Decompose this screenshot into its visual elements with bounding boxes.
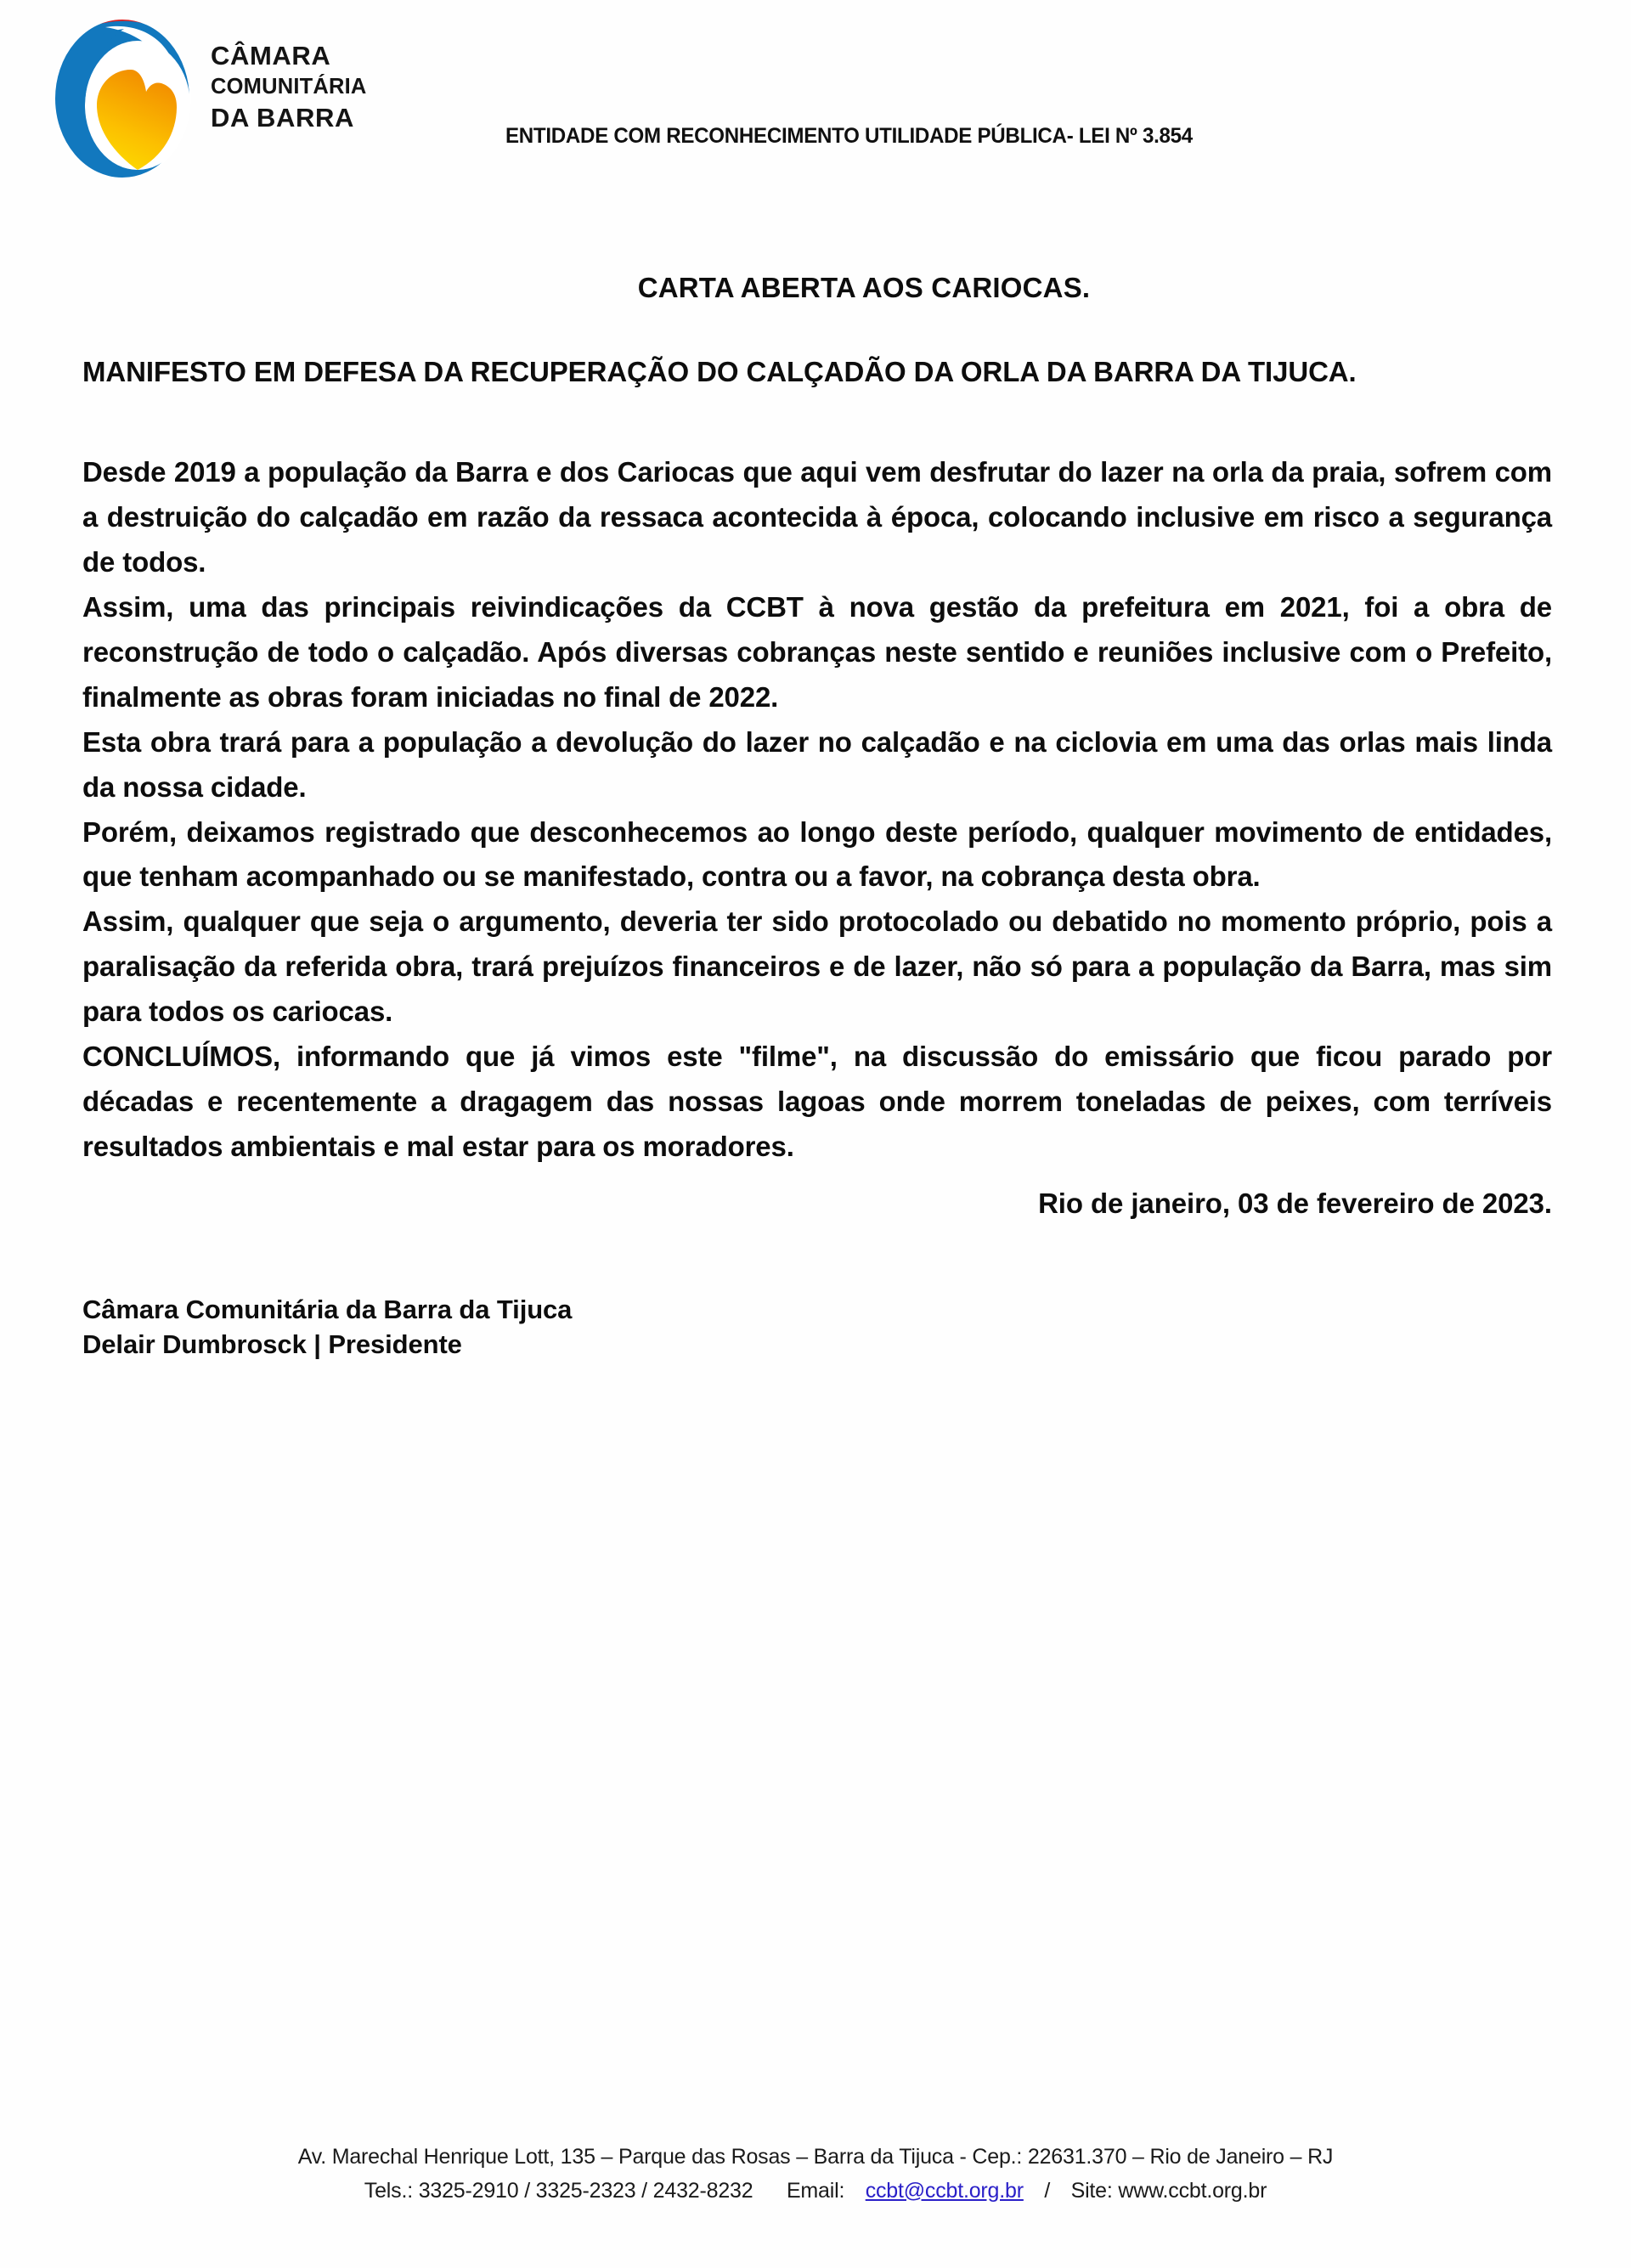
brand-line-da-barra: DA BARRA xyxy=(211,103,354,133)
footer-site: Site: www.ccbt.org.br xyxy=(1070,2178,1267,2203)
signature-organization: Câmara Comunitária da Barra da Tijuca xyxy=(82,1295,573,1325)
footer-email-link[interactable]: ccbt@ccbt.org.br xyxy=(865,2178,1024,2203)
letterhead xyxy=(0,15,1631,185)
signature-signer: Delair Dumbrosck | Presidente xyxy=(82,1329,462,1359)
paragraph-4: Porém, deixamos registrado que desconhecemos ao longo deste período, qualquer movimento de entidades, que tenham acompanhado ou se manifestado, contra ou a favor, na cobrança desta obra. xyxy=(82,815,1552,893)
date-location-line: Rio de janeiro, 03 de fevereiro de 2023. xyxy=(1038,1188,1552,1220)
paragraph-1: Desde 2019 a população da Barra e dos Cariocas que aqui vem desfrutar do lazer na orla da praia, sofrem com a destruição do calçadão em razão da ressaca acontecida à época, colocando inclusive em risco a segurança de todos. xyxy=(82,455,1552,578)
paragraph-6: CONCLUÍMOS, informando que já vimos este "filme", na discussão do emissário que ficou parado por décadas e recentemente a dragagem das nossas lagoas onde morrem toneladas de peixes, com terríveis resultados ambientais e mal estar para os moradores. xyxy=(82,1041,1552,1163)
organization-logo-block xyxy=(49,15,423,185)
signature-block xyxy=(82,1293,1552,1362)
brand-line-camara: CÂMARA xyxy=(211,41,331,71)
footer-email-label: Email: xyxy=(786,2178,845,2203)
ccbt-logo-icon xyxy=(49,17,202,180)
paragraph-2: Assim, uma das principais reivindicações da CCBT à nova gestão da prefeitura em 2021, foi a obra de reconstrução de todo o calçadão. Após diversas cobranças neste sentido e reuniões inclusive com o Prefeito, finalmente as obras foram iniciadas no final de 2022. xyxy=(82,590,1552,713)
paragraph-5: Assim, qualquer que seja o argumento, deveria ter sido protocolado ou debatido no momento próprio, pois a paralisação da referida obra, trará prejuízos financeiros e de lazer, não só para a população da Barra, mas sim para todos os cariocas. xyxy=(82,906,1552,1028)
footer xyxy=(0,2141,1631,2208)
page-title: CARTA ABERTA AOS CARIOCAS. xyxy=(637,272,1091,303)
brand-wordmark xyxy=(211,39,423,136)
public-utility-recognition-text: ENTIDADE COM RECONHECIMENTO UTILIDADE PÚBLICA- LEI Nº 3.854 xyxy=(505,124,1193,148)
footer-address: Av. Marechal Henrique Lott, 135 – Parque das Rosas – Barra da Tijuca - Cep.: 22631.370 – Rio de Janeiro – RJ xyxy=(297,2145,1334,2169)
brand-line-comunitaria: COMUNITÁRIA xyxy=(211,75,367,99)
manifesto-heading: MANIFESTO EM DEFESA DA RECUPERAÇÃO DO CALÇADÃO DA ORLA DA BARRA DA TIJUCA. xyxy=(82,356,1357,387)
paragraph-3: Esta obra trará para a população a devolução do lazer no calçadão e na ciclovia em uma das orlas mais linda da nossa cidade. xyxy=(82,725,1552,803)
letter-body xyxy=(82,272,1552,1362)
footer-separator: / xyxy=(1044,2178,1051,2203)
footer-phones: Tels.: 3325-2910 / 3325-2323 / 2432-8232 xyxy=(364,2178,753,2203)
footer-contact-line xyxy=(0,2175,1631,2209)
